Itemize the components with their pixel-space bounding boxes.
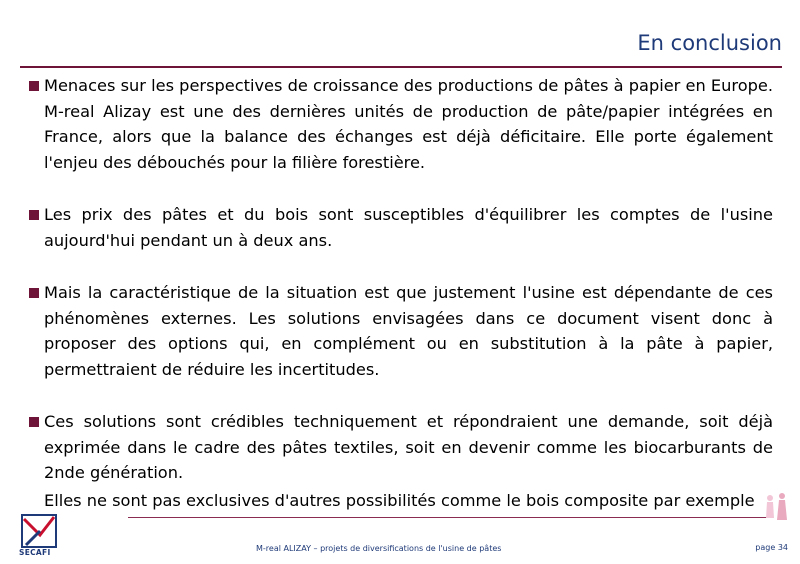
- bullet-text: Les prix des pâtes et du bois sont susceptibles d'équilibrer les comptes de l'usine aujourd'hui pendant un à deux ans.: [44, 205, 773, 250]
- title-divider: [20, 66, 782, 68]
- continuation-text: Elles ne sont pas exclusives d'autres possibilités comme le bois composite par exemple: [44, 490, 755, 510]
- footer-divider: [128, 517, 768, 518]
- bullet-square-icon: [29, 417, 39, 427]
- bullet-square-icon: [29, 288, 39, 298]
- page-title: En conclusion: [637, 31, 782, 55]
- bullet-text: Mais la caractéristique de la situation est que justement l'usine est dépendante de ces phénomènes externes. Les solutions envisagées dans ce document visent donc à proposer des options qui, en complément ou en substitution à la pâte à papier, permettraient de réduire les incertitudes.: [44, 283, 773, 379]
- bullet-item: [28, 73, 773, 175]
- decorative-figures-image: [760, 490, 794, 524]
- footer-caption: M-real ALIZAY – projets de diversifications de l'usine de pâtes: [256, 544, 502, 553]
- bullet-text: Ces solutions sont crédibles techniquement et répondraient une demande, soit déjà exprimée dans le cadre des pâtes textiles, soit en devenir comme les biocarburants de 2nde génération.: [44, 412, 773, 482]
- bullet-item: [28, 280, 773, 382]
- bullet-item: [28, 409, 773, 486]
- bullet-square-icon: [29, 210, 39, 220]
- bullet-text: Menaces sur les perspectives de croissance des productions de pâtes à papier en Europe. M-real Alizay est une des dernières unités de production de pâte/papier intégrées en France, alors que la balance des échanges est déjà déficitaire. Elle porte également l'enjeu des débouchés pour la filière forestière.: [44, 76, 773, 172]
- bullet-item: [28, 202, 773, 253]
- bullet-list: [28, 73, 773, 513]
- logo-text: SECAFI: [19, 548, 51, 557]
- bullet-square-icon: [29, 81, 39, 91]
- page-number: page 34: [755, 543, 788, 552]
